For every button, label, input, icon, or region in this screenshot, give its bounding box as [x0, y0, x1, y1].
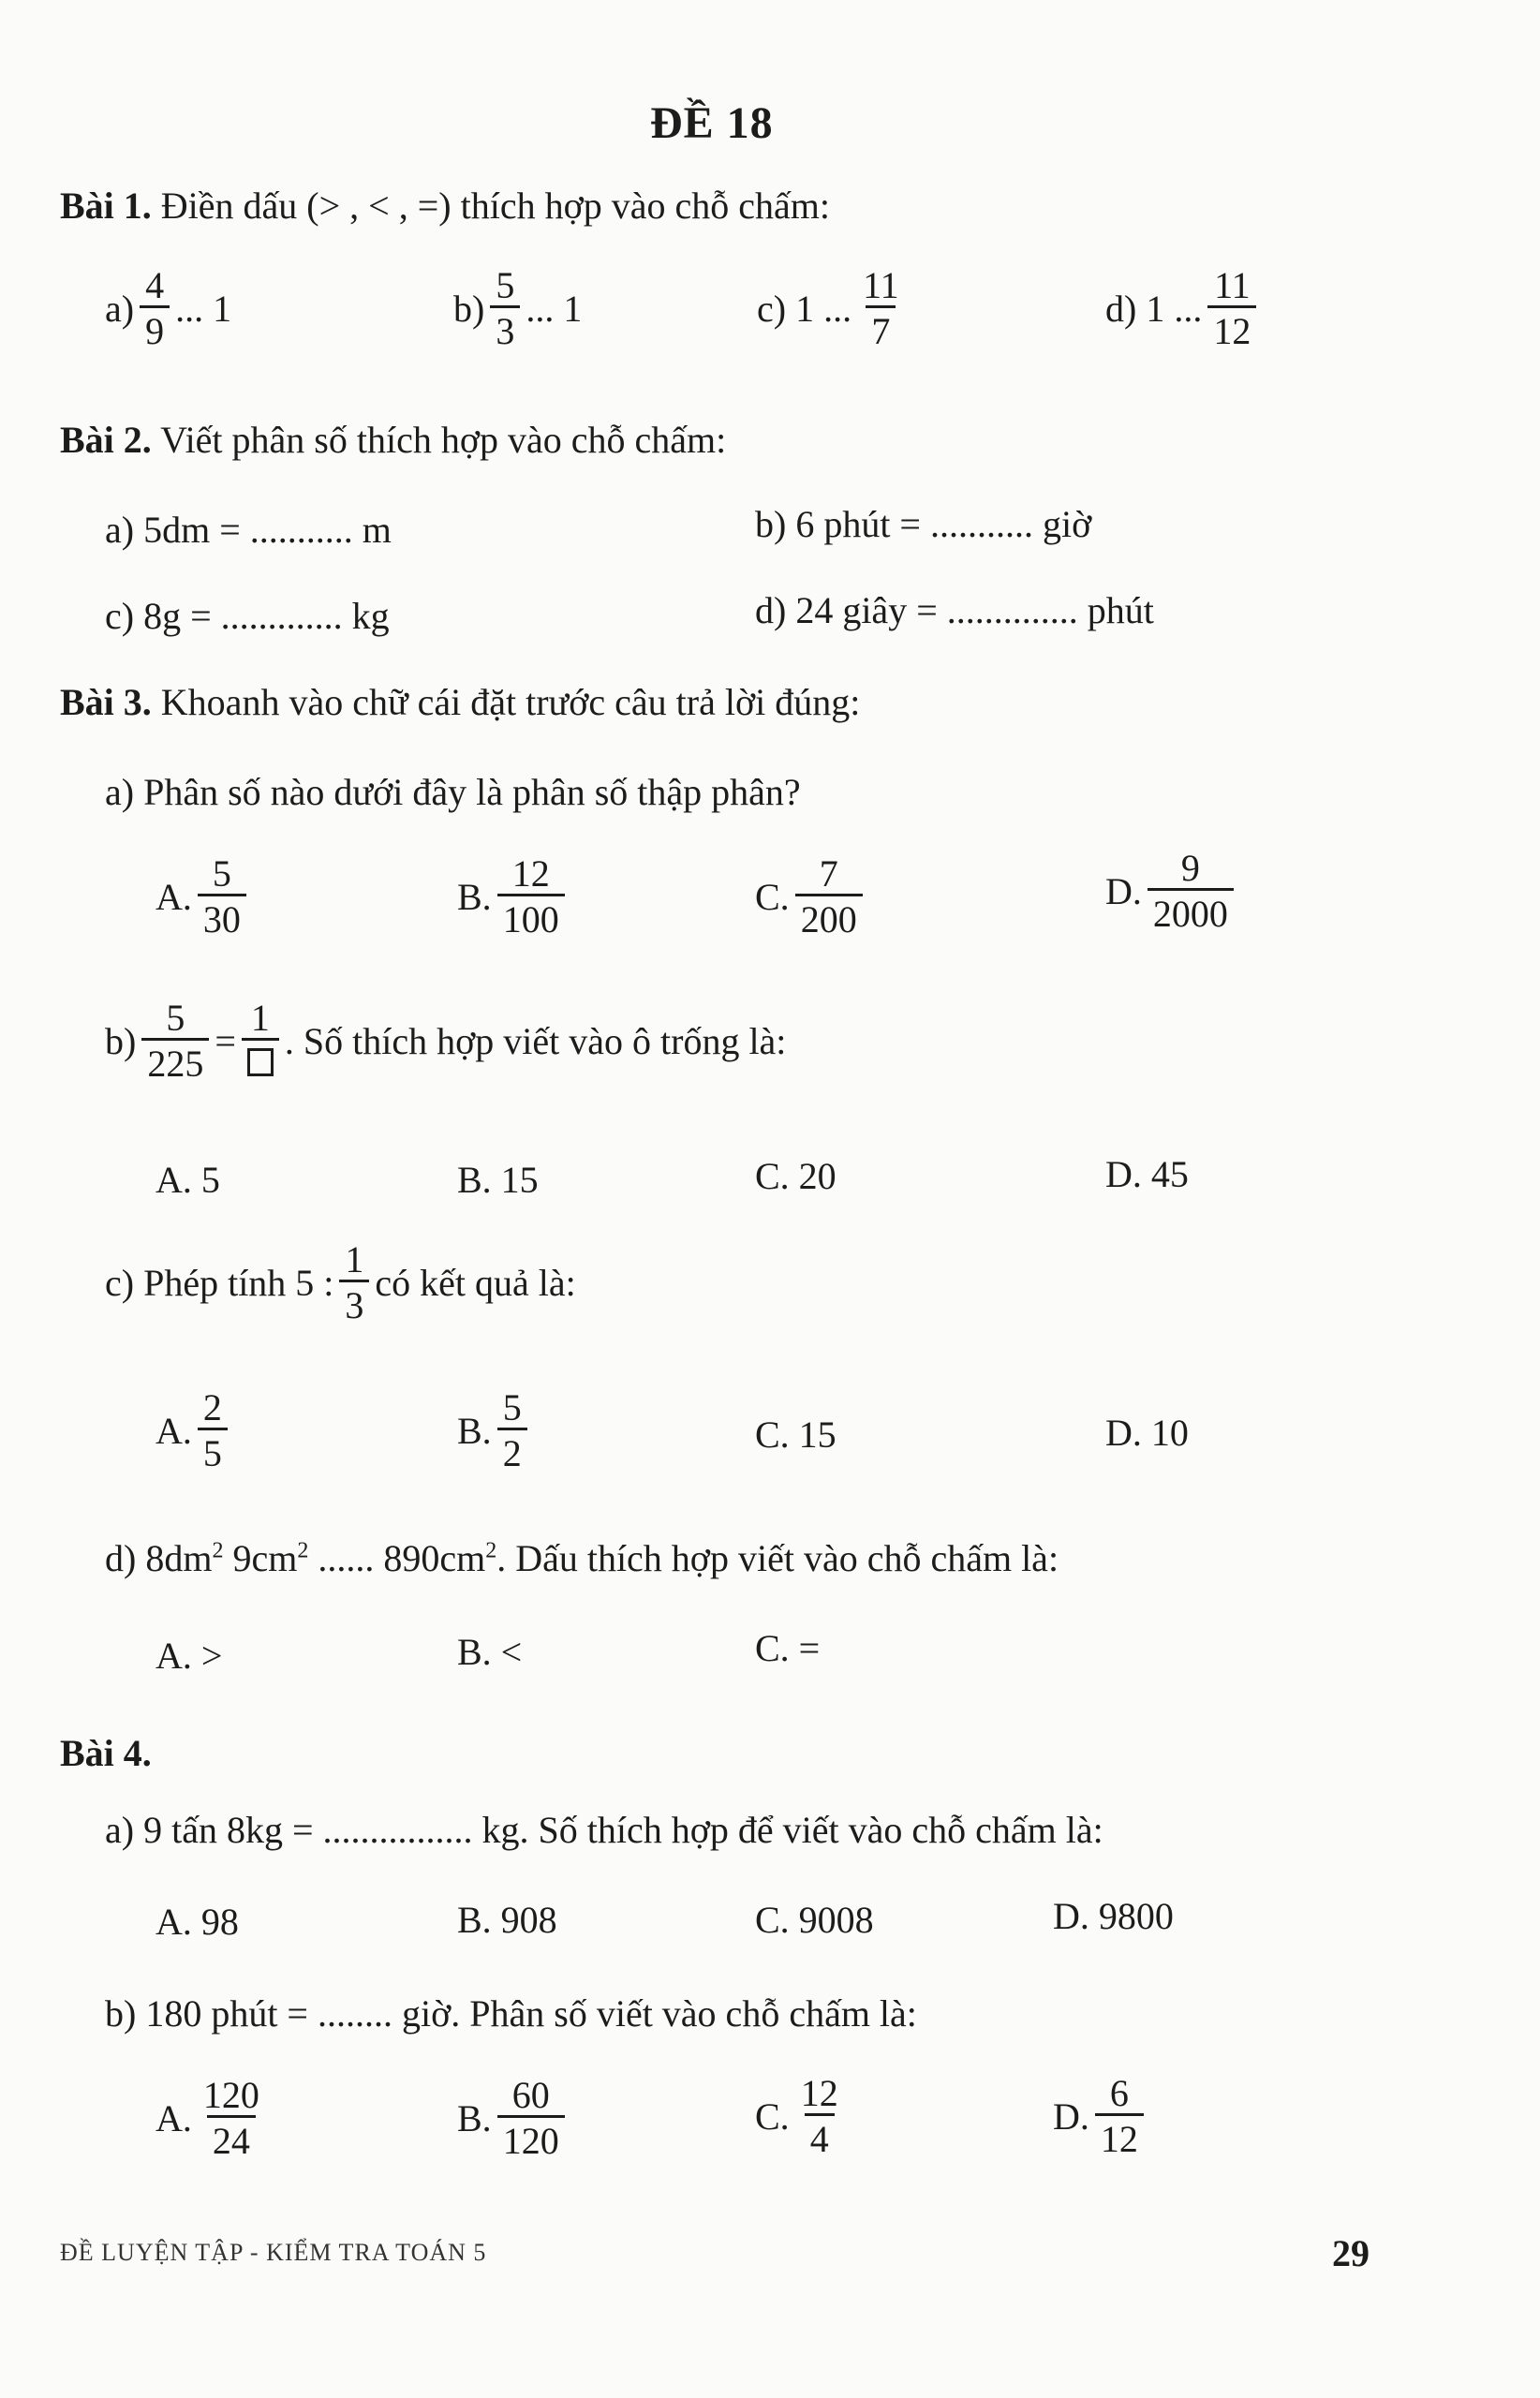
superscript: 2: [212, 1538, 224, 1563]
bai4-heading: [60, 1732, 152, 1774]
option-letter: C.: [755, 2095, 790, 2138]
fraction-numerator: 5: [212, 852, 231, 895]
bai3-a-option-b: [457, 854, 570, 940]
bai1-prompt: Điền dấu (> , < , =) thích hợp vào chỗ chấm:: [160, 185, 830, 227]
bai3-b-option-a: A. 5: [155, 1159, 220, 1201]
fraction-numerator: 12: [800, 2072, 838, 2114]
bai3-b-prefix: b): [105, 1019, 137, 1062]
bai1-b-suffix: ... 1: [526, 287, 583, 330]
fraction-denominator: 2: [497, 1428, 527, 1473]
option-letter: B.: [457, 2096, 492, 2139]
fraction-with-box: [242, 999, 279, 1084]
bai4-a-option-d: D. 9800: [1053, 1895, 1174, 1937]
fraction: [198, 1388, 228, 1473]
fraction-denominator: 3: [339, 1280, 369, 1325]
bai3-b-question: [105, 999, 786, 1084]
bai1-d-prefix: d) 1 ...: [1105, 287, 1203, 330]
fraction-denominator: 5: [198, 1428, 228, 1473]
bai4-b-option-c: [755, 2074, 850, 2159]
bai2-item-c: c) 8g = ............. kg: [105, 595, 390, 637]
bai1-heading: [60, 187, 830, 225]
bai1-label: Bài 1.: [60, 185, 152, 227]
bai3-c-text: có kết quả là:: [375, 1261, 576, 1304]
fraction-denominator: 200: [795, 894, 863, 940]
fraction-denominator: 100: [497, 894, 565, 940]
fraction-numerator: 11: [863, 264, 899, 306]
option-letter: B.: [457, 875, 492, 918]
fraction-denominator: 7: [866, 305, 896, 351]
fraction-denominator: 225: [141, 1038, 209, 1084]
fraction: [490, 266, 520, 351]
page-title: ĐỀ 18: [650, 98, 774, 148]
bai3-label: Bài 3.: [60, 681, 152, 723]
fraction-denominator: 4: [805, 2113, 835, 2159]
fraction-numerator: 1: [250, 997, 270, 1039]
fraction: [1207, 266, 1256, 351]
bai1-b-prefix: b): [453, 287, 485, 330]
fraction-numerator: 1: [345, 1238, 364, 1280]
bai2-prompt: Viết phân số thích hợp vào chỗ chấm:: [160, 419, 727, 461]
bai2-item-d: d) 24 giây = .............. phút: [755, 589, 1154, 631]
bai4-a-question: a) 9 tấn 8kg = ................ kg. Số thích hợp để viết vào chỗ chấm là:: [105, 1809, 1103, 1851]
bai3-d-part: d) 8dm: [105, 1537, 213, 1579]
bai1-item-c: [757, 266, 911, 351]
bai3-a-option-c: [755, 854, 868, 940]
bai3-d-part: ...... 890cm: [308, 1537, 486, 1579]
bai1-item-a: [105, 266, 231, 351]
fraction-denominator: 9: [140, 305, 170, 351]
bai3-d-part: . Dấu thích hợp viết vào chỗ chấm là:: [496, 1537, 1059, 1579]
bai3-a-question: a) Phân số nào dưới đây là phân số thập phân?: [105, 771, 801, 813]
equals-sign: =: [215, 1019, 236, 1062]
fraction-numerator: 60: [511, 2074, 550, 2116]
fraction-numerator: 9: [1180, 847, 1200, 889]
option-letter: A.: [155, 875, 192, 918]
fraction-numerator: 5: [502, 1386, 522, 1428]
superscript: 2: [485, 1538, 497, 1563]
bai3-c-option-b: [457, 1388, 533, 1473]
fraction-denominator: 2000: [1148, 888, 1234, 934]
bai3-d-option-c: C. =: [755, 1627, 821, 1669]
bai3-b-text: . Số thích hợp viết vào ô trống là:: [284, 1019, 787, 1062]
fraction: [198, 854, 246, 940]
bai2-heading: [60, 419, 727, 461]
fraction-denominator-box: [242, 1038, 279, 1084]
option-letter: A.: [155, 1409, 192, 1452]
fraction-denominator: 12: [1095, 2113, 1144, 2159]
fraction: [497, 1388, 527, 1473]
bai4-label: Bài 4.: [60, 1732, 152, 1774]
bai3-d-option-a: A. >: [155, 1635, 223, 1677]
fraction-numerator: 6: [1109, 2072, 1129, 2114]
fraction: [1148, 849, 1234, 934]
bai3-d-question: [105, 1537, 1059, 1579]
bai4-b-option-b: [457, 2076, 570, 2161]
fraction-numerator: 5: [166, 997, 185, 1039]
fraction: [795, 2074, 844, 2159]
bai3-c-question: [105, 1240, 576, 1325]
fraction-numerator: 4: [145, 264, 165, 306]
bai4-b-option-d: [1053, 2074, 1149, 2159]
bai3-prompt: Khoanh vào chữ cái đặt trước câu trả lời đúng:: [160, 681, 861, 723]
option-letter: C.: [755, 875, 790, 918]
bai4-a-option-a: A. 98: [155, 1901, 239, 1943]
option-letter: D.: [1105, 869, 1142, 912]
bai1-item-b: [453, 266, 582, 351]
bai3-c-prefix: c) Phép tính 5 :: [105, 1261, 334, 1304]
bai3-b-option-c: C. 20: [755, 1155, 837, 1197]
fraction: [198, 2076, 265, 2161]
bai3-c-option-c: C. 15: [755, 1414, 837, 1456]
fraction: [140, 266, 170, 351]
fraction-numerator: 2: [202, 1386, 222, 1428]
bai4-a-option-c: C. 9008: [755, 1899, 874, 1941]
bai2-item-b: b) 6 phút = ........... giờ: [755, 503, 1092, 545]
fraction-numerator: 120: [202, 2074, 259, 2116]
option-letter: D.: [1053, 2095, 1089, 2138]
bai2-label: Bài 2.: [60, 419, 152, 461]
option-letter: A.: [155, 2096, 192, 2139]
page-number: 29: [1332, 2232, 1370, 2274]
fraction-denominator: 3: [490, 305, 520, 351]
bai1-a-suffix: ... 1: [175, 287, 232, 330]
bai4-a-option-b: B. 908: [457, 1899, 557, 1941]
fraction: [339, 1240, 369, 1325]
empty-box-icon: [247, 1048, 274, 1076]
bai4-b-option-a: [155, 2076, 271, 2161]
bai3-d-part: 9cm: [223, 1537, 298, 1579]
option-letter: B.: [457, 1409, 492, 1452]
bai1-a-prefix: a): [105, 287, 135, 330]
bai2-item-a: a) 5dm = ........... m: [105, 509, 392, 551]
bai3-b-option-b: B. 15: [457, 1159, 539, 1201]
bai3-a-option-a: [155, 854, 252, 940]
fraction-denominator: 24: [207, 2115, 256, 2161]
fraction-numerator: 7: [819, 852, 838, 895]
footer-book-title: ĐỀ LUYỆN TẬP - KIỂM TRA TOÁN 5: [60, 2239, 487, 2266]
fraction-denominator: 120: [497, 2115, 565, 2161]
bai3-c-option-d: D. 10: [1105, 1412, 1189, 1454]
bai3-c-option-a: [155, 1388, 233, 1473]
fraction-denominator: 12: [1207, 305, 1256, 351]
bai3-b-option-d: D. 45: [1105, 1153, 1189, 1195]
fraction: [795, 854, 863, 940]
fraction-numerator: 11: [1214, 264, 1251, 306]
fraction-numerator: 12: [511, 852, 550, 895]
fraction: [1095, 2074, 1144, 2159]
fraction-numerator: 5: [496, 264, 515, 306]
bai4-b-question: b) 180 phút = ........ giờ. Phân số viết vào chỗ chấm là:: [105, 1992, 917, 2035]
bai1-item-d: [1105, 266, 1262, 351]
superscript: 2: [297, 1538, 309, 1563]
fraction: [141, 999, 209, 1084]
fraction: [857, 266, 905, 351]
bai3-heading: [60, 681, 861, 723]
fraction-denominator: 30: [198, 894, 246, 940]
fraction: [497, 854, 565, 940]
bai3-a-option-d: [1105, 849, 1239, 934]
bai1-c-prefix: c) 1 ...: [757, 287, 852, 330]
fraction: [497, 2076, 565, 2161]
bai3-d-option-b: B. <: [457, 1631, 523, 1673]
